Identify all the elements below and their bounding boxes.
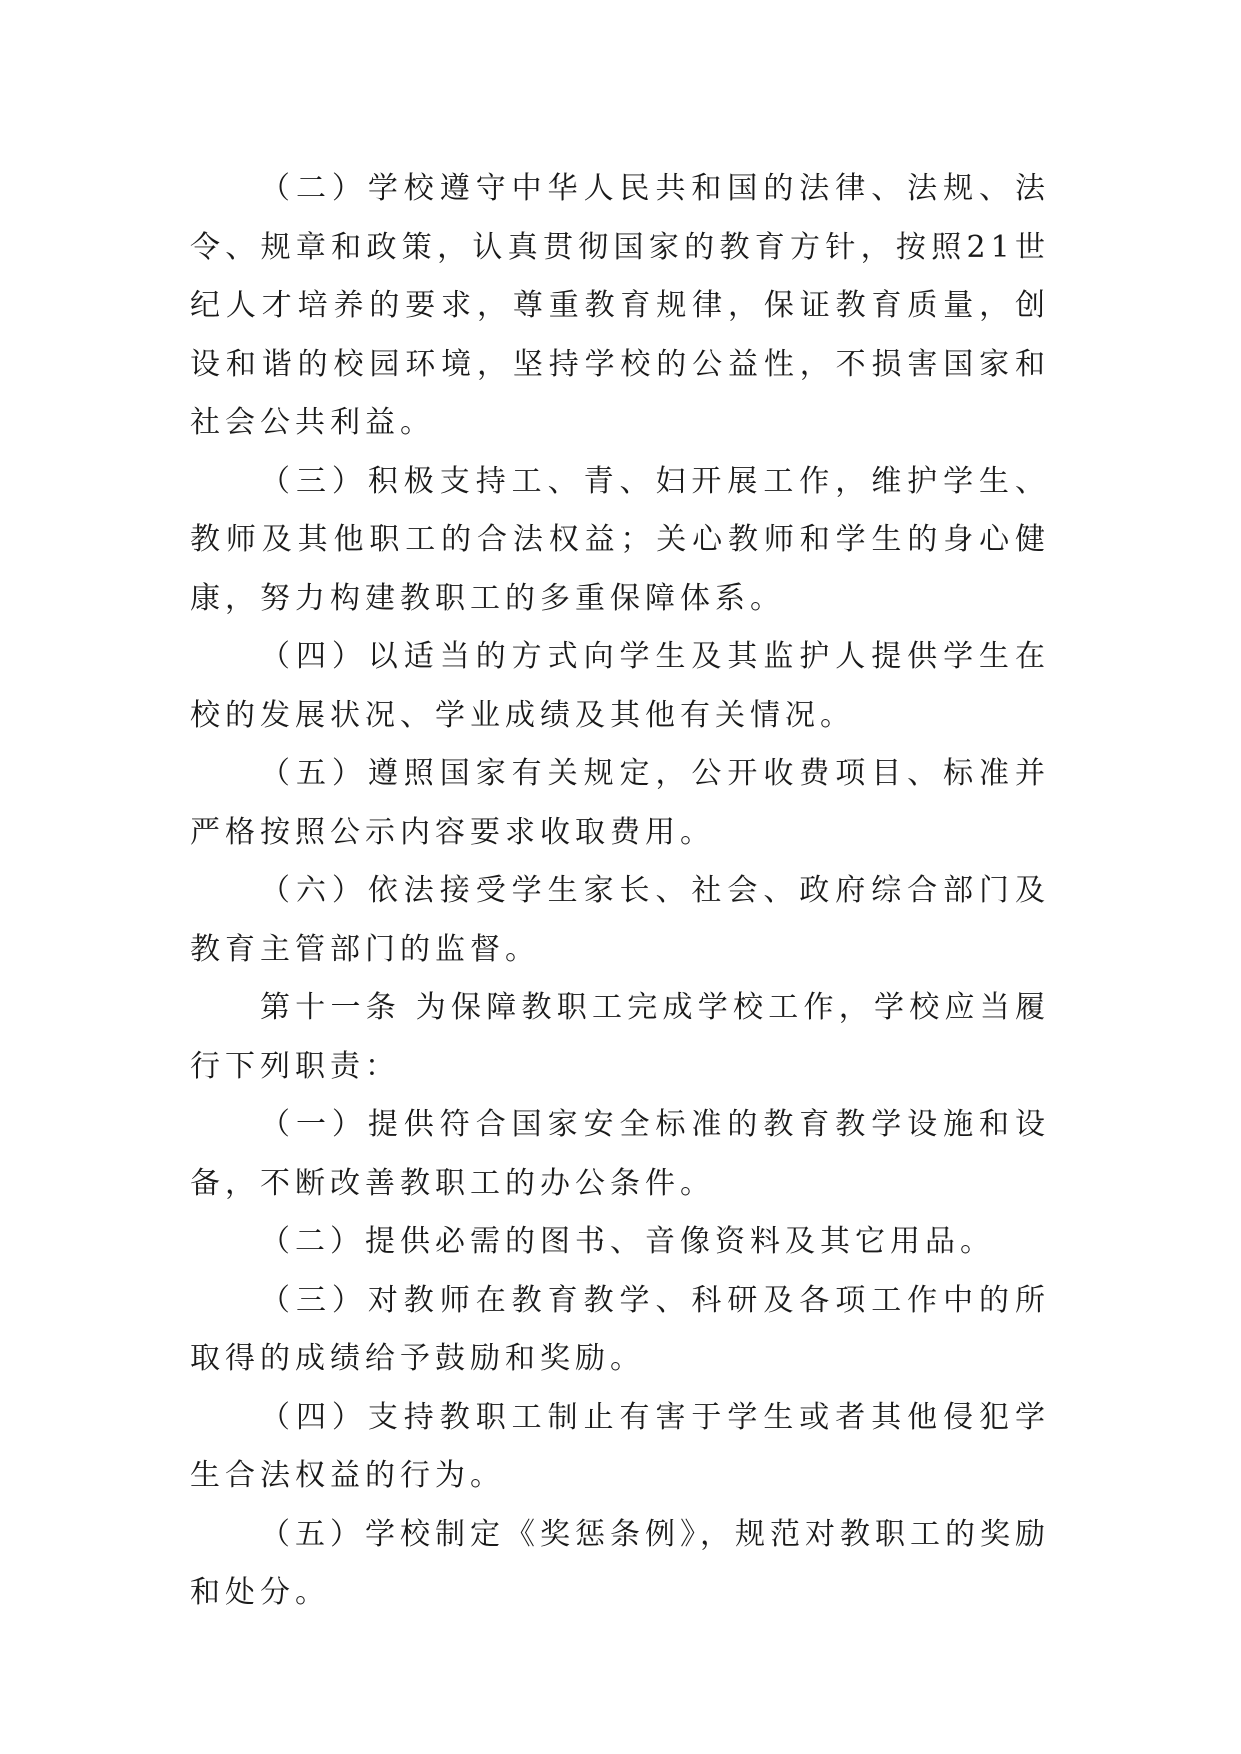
paragraph: （二）提供必需的图书、音像资料及其它用品。 xyxy=(260,1224,995,1259)
article-heading-paragraph: 第十一条 为保障教职工完成学校工作，学校应当履行下列职责： xyxy=(190,990,1050,1084)
document-page xyxy=(190,160,1050,1623)
paragraph: （一）提供符合国家安全标准的教育教学设施和设备，不断改善教职工的办公条件。 xyxy=(190,1107,1050,1201)
paragraph: （三）对教师在教育教学、科研及各项工作中的所取得的成绩给予鼓励和奖励。 xyxy=(190,1282,1050,1376)
paragraph: （四）支持教职工制止有害于学生或者其他侵犯学生合法权益的行为。 xyxy=(190,1399,1050,1493)
paragraph: （六）依法接受学生家长、社会、政府综合部门及教育主管部门的监督。 xyxy=(190,873,1050,967)
paragraph: （三）积极支持工、青、妇开展工作，维护学生、教师及其他职工的合法权益；关心教师和学生的身心健康，努力构建教职工的多重保障体系。 xyxy=(190,463,1050,616)
paragraph: （二）学校遵守中华人民共和国的法律、法规、法令、规章和政策，认真贯彻国家的教育方针，按照21世纪人才培养的要求，尊重教育规律，保证教育质量，创设和谐的校园环境，坚持学校的公益性，不损害国家和社会公共利益。 xyxy=(190,171,1050,440)
paragraph: （四）以适当的方式向学生及其监护人提供学生在校的发展状况、学业成绩及其他有关情况。 xyxy=(190,639,1050,733)
paragraph: （五）遵照国家有关规定，公开收费项目、标准并严格按照公示内容要求收取费用。 xyxy=(190,756,1050,850)
paragraph: （五）学校制定《奖惩条例》，规范对教职工的奖励和处分。 xyxy=(190,1516,1050,1610)
